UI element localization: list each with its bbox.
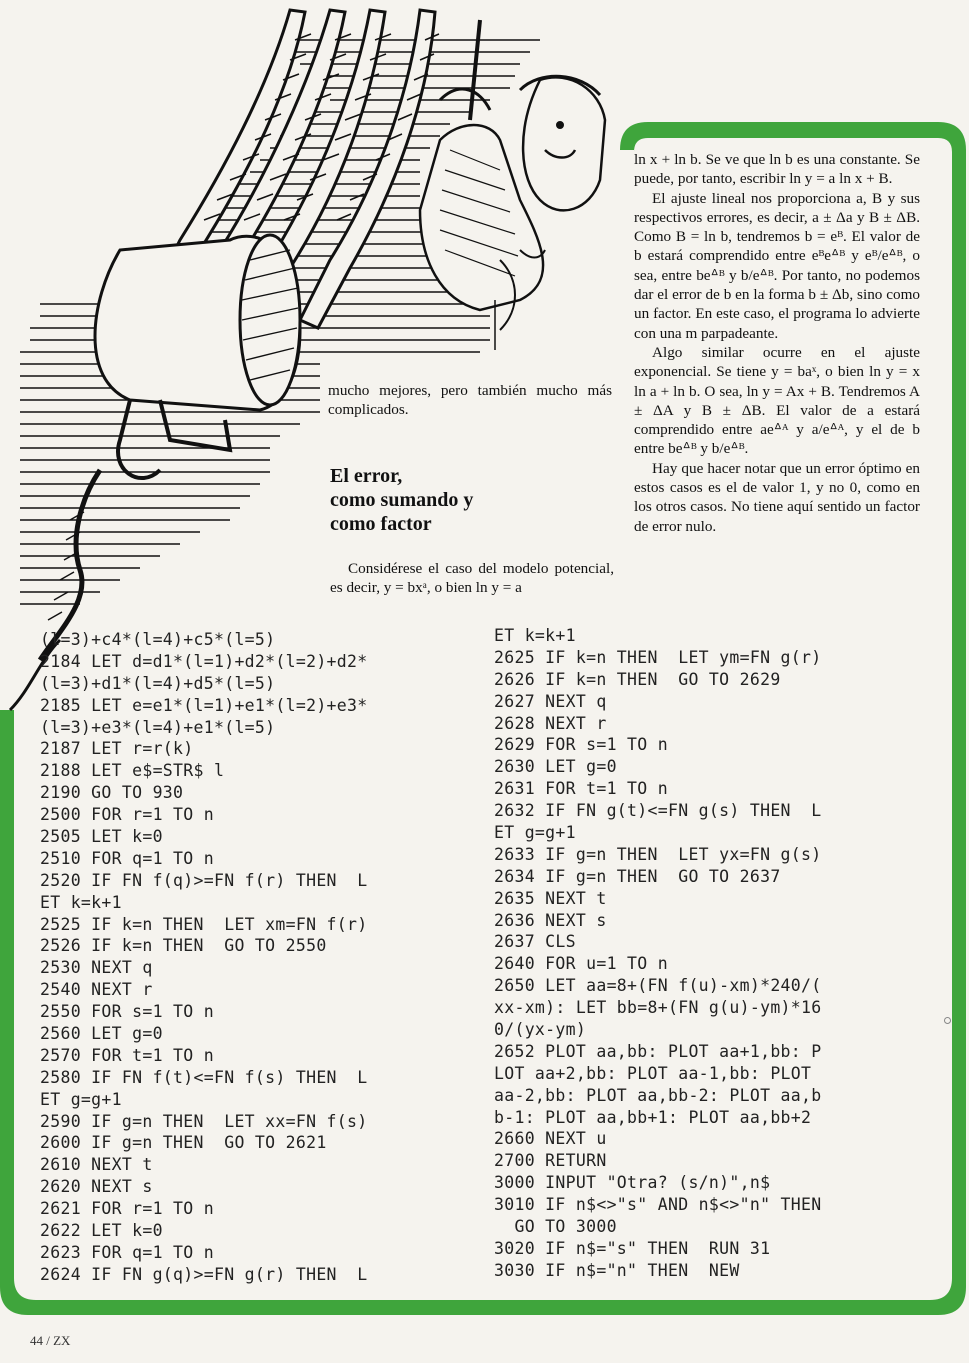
code-line: (l=3)+d1*(l=4)+d5*(l=5) bbox=[40, 673, 276, 693]
code-line: 2633 IF g=n THEN LET yx=FN g(s) bbox=[494, 844, 822, 864]
code-line: 2650 LET aa=8+(FN f(u)-xm)*240/( bbox=[494, 976, 822, 996]
code-line: 2623 FOR q=1 TO n bbox=[40, 1242, 214, 1262]
right-column-text bbox=[634, 150, 920, 536]
code-line: 2510 FOR q=1 TO n bbox=[40, 848, 214, 868]
paragraph: Hay que hacer notar que un error óptimo en estos casos es el de valor 1, y no 0, como en los otros casos. No tiene aquí sentido un factor de error nulo. bbox=[634, 459, 920, 535]
code-line: 3000 INPUT "Otra? (s/n)",n$ bbox=[494, 1173, 771, 1193]
page-folio: 44 / ZX bbox=[30, 1333, 71, 1348]
code-line: 2636 NEXT s bbox=[494, 910, 607, 930]
code-line: 2600 IF g=n THEN GO TO 2621 bbox=[40, 1133, 327, 1153]
code-line: LOT aa+2,bb: PLOT aa-1,bb: PLOT bbox=[494, 1063, 812, 1083]
paragraph: Algo similar ocurre en el ajuste exponencial. Se tiene y = baˣ, o bien ln y = x ln a + ln b. O sea, ln y = Ax + B. Tendremos A ± ΔA y B ± ΔB. El valor de a estará comprendido entre aeᐞᴬ y a/eᐞᴬ, y el de b entre beᐞᴮ y b/eᐞᴮ. bbox=[634, 343, 920, 458]
code-line: ET g=g+1 bbox=[40, 1089, 122, 1109]
paragraph: Considérese el caso del modelo potencial, es decir, y = bxᵃ, o bien ln y = a bbox=[330, 560, 614, 597]
code-line: 2188 LET e$=STR$ l bbox=[40, 761, 225, 781]
code-line: 2184 LET d=d1*(l=1)+d2*(l=2)+d2* bbox=[40, 651, 368, 671]
heading-line: como factor bbox=[330, 513, 432, 535]
code-line: 2660 NEXT u bbox=[494, 1129, 607, 1149]
code-line: 2626 IF k=n THEN GO TO 2629 bbox=[494, 669, 781, 689]
code-line: 2632 IF FN g(t)<=FN g(s) THEN L bbox=[494, 801, 822, 821]
code-line: 3010 IF n$<>"s" AND n$<>"n" THEN bbox=[494, 1195, 822, 1215]
code-line: ET k=k+1 bbox=[40, 892, 122, 912]
code-line: 2500 FOR r=1 TO n bbox=[40, 805, 214, 825]
section-body-text bbox=[330, 559, 614, 598]
heading-line: El error, bbox=[330, 465, 403, 487]
section-heading bbox=[330, 464, 610, 536]
code-line: 2590 IF g=n THEN LET xx=FN f(s) bbox=[40, 1111, 368, 1131]
paragraph: mucho mejores, pero también mucho más complicados. bbox=[328, 382, 612, 419]
code-line: 2610 NEXT t bbox=[40, 1155, 153, 1175]
code-line: ET g=g+1 bbox=[494, 823, 576, 843]
pulley-sailor-illustration bbox=[0, 0, 620, 730]
heading-line: como sumando y bbox=[330, 489, 474, 511]
paragraph: El ajuste lineal nos proporciona a, B y sus respectivos errores, es decir, a ± Δa y B ± ΔB. Como B = ln b, tendremos b = eᴮ. El valor de b estará comprendido entre eᴮeᐞᴮ y eᴮ/eᐞᴮ, o sea, entre beᐞᴮ y b/eᐞᴮ. Por tanto, no podemos dar el error de b en la forma b ± Δb, sino como un factor. En este caso, el programa lo advierte con una m parpadeante. bbox=[634, 189, 920, 342]
code-line: 2631 FOR t=1 TO n bbox=[494, 779, 668, 799]
code-line: 3020 IF n$="s" THEN RUN 31 bbox=[494, 1238, 771, 1258]
paragraph: ln x + ln b. Se ve que ln b es una constante. Se puede, por tanto, escribir ln y = a ln x + B. bbox=[634, 151, 920, 188]
code-line: 2700 RETURN bbox=[494, 1151, 607, 1171]
code-line: ET k=k+1 bbox=[494, 626, 576, 645]
code-line: (l=3)+e3*(l=4)+e1*(l=5) bbox=[40, 717, 276, 737]
code-line: 2627 NEXT q bbox=[494, 691, 607, 711]
code-line: (l=3)+c4*(l=4)+c5*(l=5) bbox=[40, 630, 276, 649]
code-line: 2620 NEXT s bbox=[40, 1177, 153, 1197]
code-line: 2505 LET k=0 bbox=[40, 827, 163, 847]
code-line: 2185 LET e=e1*(l=1)+e1*(l=2)+e3* bbox=[40, 695, 368, 715]
code-line: 2530 NEXT q bbox=[40, 958, 153, 978]
code-line: 2570 FOR t=1 TO n bbox=[40, 1045, 214, 1065]
code-line: b-1: PLOT aa,bb+1: PLOT aa,bb+2 bbox=[494, 1107, 812, 1127]
code-line: 2628 NEXT r bbox=[494, 713, 607, 733]
basic-listing-left bbox=[40, 629, 367, 1286]
code-line: 2625 IF k=n THEN LET ym=FN g(r) bbox=[494, 647, 822, 667]
code-line: 2621 FOR r=1 TO n bbox=[40, 1199, 214, 1219]
code-line: 2190 GO TO 930 bbox=[40, 783, 184, 803]
code-line: 2525 IF k=n THEN LET xm=FN f(r) bbox=[40, 914, 368, 934]
code-line: 2630 LET g=0 bbox=[494, 757, 617, 777]
code-line: GO TO 3000 bbox=[494, 1217, 617, 1237]
code-line: 2560 LET g=0 bbox=[40, 1024, 163, 1044]
code-line: 2629 FOR s=1 TO n bbox=[494, 735, 668, 755]
code-line: 2187 LET r=r(k) bbox=[40, 739, 194, 759]
code-line: 2526 IF k=n THEN GO TO 2550 bbox=[40, 936, 327, 956]
basic-listing-right bbox=[494, 625, 821, 1282]
code-line: 0/(yx-ym) bbox=[494, 1020, 587, 1040]
code-line: 2622 LET k=0 bbox=[40, 1221, 163, 1241]
code-line: 2640 FOR u=1 TO n bbox=[494, 954, 668, 974]
code-line: 2637 CLS bbox=[494, 932, 576, 952]
code-line: 2540 NEXT r bbox=[40, 980, 153, 1000]
code-line: 2580 IF FN f(t)<=FN f(s) THEN L bbox=[40, 1067, 368, 1087]
code-line: 2624 IF FN g(q)>=FN g(r) THEN L bbox=[40, 1264, 368, 1284]
code-line: 2652 PLOT aa,bb: PLOT aa+1,bb: P bbox=[494, 1041, 822, 1061]
code-line: 2634 IF g=n THEN GO TO 2637 bbox=[494, 866, 781, 886]
margin-dot bbox=[944, 1017, 951, 1024]
code-line: 2550 FOR s=1 TO n bbox=[40, 1002, 214, 1022]
code-line: 2635 NEXT t bbox=[494, 888, 607, 908]
intro-continuation-text bbox=[328, 381, 612, 420]
code-line: xx-xm): LET bb=8+(FN g(u)-ym)*16 bbox=[494, 998, 822, 1018]
code-line: aa-2,bb: PLOT aa,bb-2: PLOT aa,b bbox=[494, 1085, 822, 1105]
code-line: 2520 IF FN f(q)>=FN f(r) THEN L bbox=[40, 870, 368, 890]
code-line: 3030 IF n$="n" THEN NEW bbox=[494, 1260, 740, 1280]
